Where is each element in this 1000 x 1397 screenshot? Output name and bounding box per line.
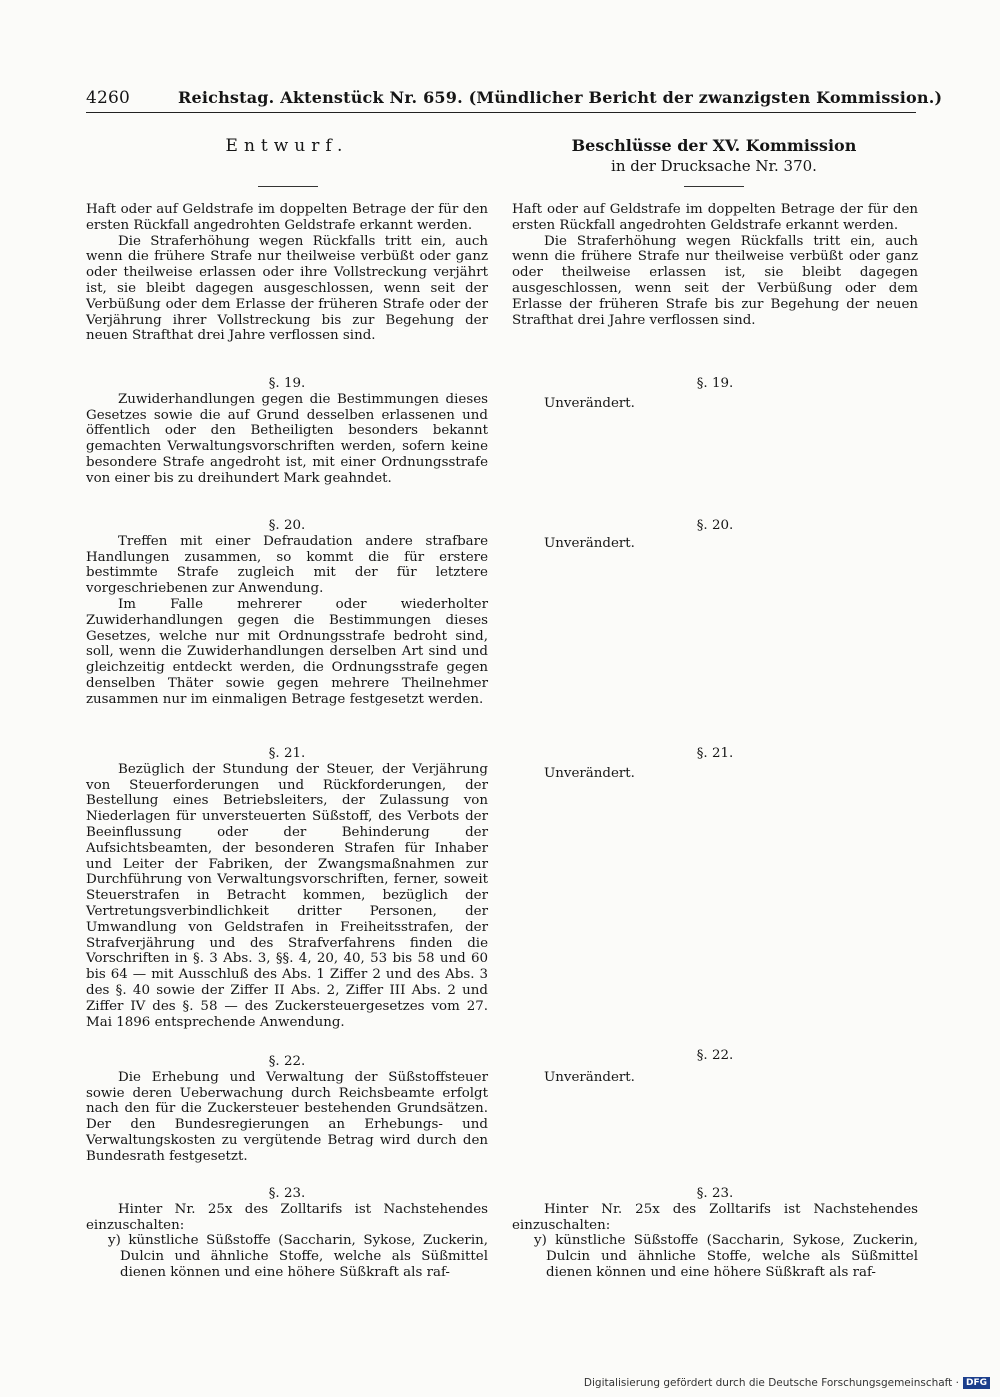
- right-section-23: [512, 1186, 918, 1281]
- dfg-logo: DFG: [963, 1377, 990, 1389]
- left-s23-text: Hinter Nr. 25x des Zolltarifs ist Nachstehendes einzuschalten:: [86, 1201, 488, 1233]
- running-title: Reichstag. Aktenstück Nr. 659. (Mündlicher Bericht der zwanzigsten Kommission.): [178, 88, 943, 107]
- left-intro-para-2: Die Straferhöhung wegen Rückfalls tritt ein, auch wenn die frühere Strafe nur theilweise verbüßt oder ganz oder theilweise erlassen oder ihre Vollstreckung verjährt ist, sie bleibt dagegen ausgeschlossen, wenn seit der Verbüßung oder dem Erlasse der früheren Strafe oder der Verjährung ihrer Vollstreckung bis zur Begehung der neuen Strafthat drei Jahre verflossen sind.: [86, 233, 488, 344]
- right-s19-title: §. 19.: [696, 376, 734, 391]
- left-intro: [86, 202, 488, 344]
- right-intro: [512, 202, 918, 328]
- left-s20-text-2: Im Falle mehrerer oder wiederholter Zuwiderhandlungen gegen die Bestimmungen dieses Gesetzes, welche nur mit Ordnungsstrafe bedroht sind, soll, wenn die Zuwiderhandlungen derselben Art sind und gleichzeitig entdeckt werden, die Ordnungsstrafe gegen denselben Thäter sowie gegen mehrere Theilnehmer zusammen nur im einmaligen Betrage festgesetzt werden.: [86, 596, 488, 707]
- right-section-22: [512, 1048, 918, 1064]
- left-s23-title: §. 23.: [268, 1186, 306, 1201]
- right-s23-title: §. 23.: [696, 1186, 734, 1201]
- left-s20-text-1: Treffen mit einer Defraudation andere strafbare Handlungen zusammen, so kommt die für erstere bestimmte Strafe zugleich mit der für letztere vorgeschriebenen zur Anwendung.: [86, 533, 488, 597]
- left-s21-title: §. 21.: [268, 746, 306, 761]
- left-intro-para-1: Haft oder auf Geldstrafe im doppelten Betrage der für den ersten Rückfall angedrohten Geldstrafe erkannt werden.: [86, 202, 488, 233]
- left-section-23: [86, 1186, 488, 1281]
- right-s22-unchanged: Unverändert.: [544, 1070, 635, 1085]
- right-s20-unchanged: Unverändert.: [544, 536, 635, 551]
- left-section-22: [86, 1054, 488, 1165]
- left-section-21: [86, 746, 488, 1030]
- right-heading-subtitle: in der Drucksache Nr. 370.: [611, 157, 817, 175]
- right-heading-title: Beschlüsse der XV. Kommission: [571, 136, 857, 155]
- right-column-heading: [510, 136, 918, 176]
- left-column-heading: Entwurf.: [225, 136, 349, 156]
- right-s23-item: y) künstliche Süßstoffe (Saccharin, Sykose, Zuckerin, Dulcin und ähnliche Stoffe, welche als Süßmittel dienen können und eine höhere Süßkraft als raf-: [534, 1233, 918, 1280]
- right-s21-unchanged: Unverändert.: [544, 766, 635, 781]
- left-s22-title: §. 22.: [268, 1054, 306, 1069]
- left-s20-title: §. 20.: [268, 518, 306, 533]
- left-s19-text: Zuwiderhandlungen gegen die Bestimmungen dieses Gesetzes sowie die auf Grund desselben erlassenen und öffentlich oder den Betheiligten besonders bekannt gemachten Verwaltungsvorschriften werden, sofern keine besondere Strafe angedroht ist, mit einer Ordnungsstrafe von einer bis zu dreihundert Mark geahndet.: [86, 391, 488, 486]
- right-s19-unchanged: Unverändert.: [544, 396, 635, 411]
- left-heading-rule: [258, 186, 318, 187]
- right-s22-title: §. 22.: [696, 1048, 734, 1063]
- right-s23-text: Hinter Nr. 25x des Zolltarifs ist Nachstehendes einzuschalten:: [512, 1201, 918, 1233]
- right-s21-title: §. 21.: [696, 746, 734, 761]
- right-section-21: [512, 746, 918, 762]
- left-s22-text: Die Erhebung und Verwaltung der Süßstoffsteuer sowie deren Ueberwachung durch Reichsbeamte erfolgt nach den für die Zuckersteuer bestehenden Grundsätzen. Der den Bundesregierungen an Erhebungs- und Verwaltungskosten zu vergütende Betrag wird durch den Bundesrath festgesetzt.: [86, 1069, 488, 1164]
- left-s23-item: y) künstliche Süßstoffe (Saccharin, Sykose, Zuckerin, Dulcin und ähnliche Stoffe, welche als Süßmittel dienen können und eine höhere Süßkraft als raf-: [108, 1233, 488, 1280]
- right-section-20: [512, 518, 918, 534]
- right-section-19: [512, 376, 918, 392]
- left-s21-text: Bezüglich der Stundung der Steuer, der Verjährung von Steuerforderungen und Rückforderungen, der Bestellung eines Betriebsleiters, der Zulassung von Niederlagen für unversteuerten Süßstoff, des Verbots der Beeinflussung oder der Behinderung der Aufsichtsbeamten, der besonderen Strafen für Inhaber und Leiter der Fabriken, der Zwangsmaßnahmen zur Durchführung von Verwaltungsvorschriften, ferner, soweit Steuerstrafen in Betracht kommen, bezüglich der Vertretungsverbindlichkeit dritter Personen, der Umwandlung von Geldstrafen in Freiheitsstrafen, der Strafverjährung und des Strafverfahrens finden die Vorschriften in §. 3 Abs. 3, §§. 4, 20, 40, 53 bis 58 und 60 bis 64 — mit Ausschluß des Abs. 1 Ziffer 2 und des Abs. 3 des §. 40 sowie der Ziffer II Abs. 2, Ziffer III Abs. 2 und Ziffer IV des §. 58 — des Zuckersteuergesetzes vom 27. Mai 1896 entsprechende Anwendung.: [86, 761, 488, 1030]
- header-rule: [86, 112, 916, 113]
- footer-text: Digitalisierung gefördert durch die Deutsche Forschungsgemeinschaft ·: [583, 1377, 959, 1389]
- right-intro-para-2: Die Straferhöhung wegen Rückfalls tritt ein, auch wenn die frühere Strafe nur theilweise verbüßt oder ganz oder theilweise erlassen ist, sie bleibt dagegen ausgeschlossen, wenn seit der Verbüßung oder dem Erlasse der früheren Strafe bis zur Begehung der neuen Strafthat drei Jahre verflossen sind.: [512, 233, 918, 328]
- right-intro-para-1: Haft oder auf Geldstrafe im doppelten Betrage der für den ersten Rückfall angedrohten Geldstrafe erkannt werden.: [512, 202, 918, 233]
- right-heading-rule: [684, 186, 744, 187]
- left-section-20: [86, 518, 488, 708]
- footer: [584, 1377, 990, 1389]
- left-s19-title: §. 19.: [268, 376, 306, 391]
- page-number: 4260: [86, 88, 131, 108]
- left-section-19: [86, 376, 488, 487]
- right-s20-title: §. 20.: [696, 518, 734, 533]
